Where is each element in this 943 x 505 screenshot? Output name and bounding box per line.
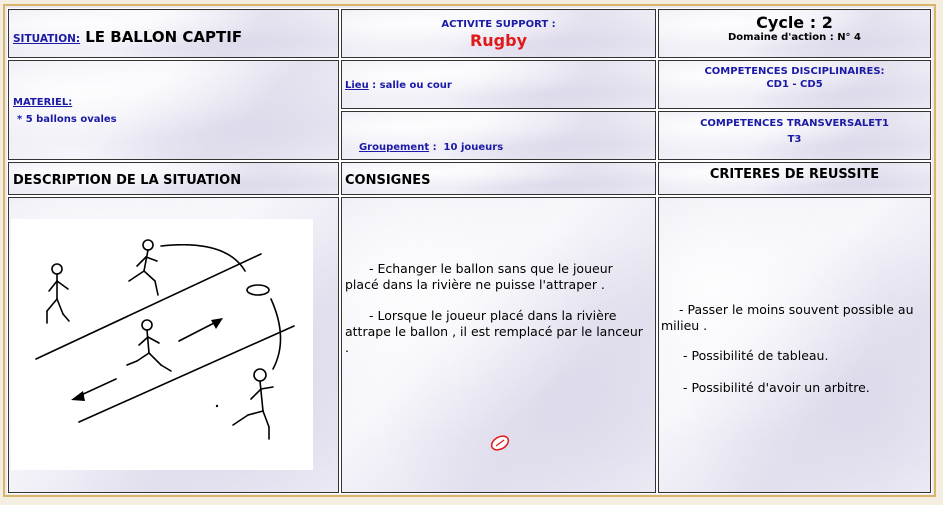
- competences-disciplinaires-label: COMPETENCES DISCIPLINAIRES:: [704, 66, 885, 77]
- criteres-header: CRITERES DE REUSSITE: [709, 167, 880, 182]
- consigne-2: - Lorsque le joueur placé dans la rivière attrape le ballon , il est remplacé par le lanceur .: [345, 308, 643, 355]
- arrow-right: [179, 322, 216, 341]
- river-line-bottom: [79, 326, 294, 422]
- situation-title: LE BALLON CAPTIF: [85, 28, 243, 46]
- critere-3: - Possibilité d'avoir un arbitre.: [683, 380, 870, 395]
- critere-2: - Possibilité de tableau.: [683, 348, 829, 363]
- description-cell: [8, 197, 339, 493]
- lieu-value: : salle ou cour: [368, 80, 452, 91]
- ball-icon: [247, 285, 269, 295]
- lieu-cell: [341, 60, 656, 109]
- consigne-1: - Echanger le ballon sans que le joueur placé dans la rivière ne puisse l'attraper .: [345, 261, 613, 292]
- competences-disciplinaires-value: CD1 - CD5: [766, 79, 823, 90]
- cycle-title: Cycle : 2: [756, 13, 833, 32]
- critere-1: - Passer le moins souvent possible au milieu .: [661, 302, 914, 333]
- materiel-cell: [8, 60, 339, 160]
- competences-transversales-cell: [658, 111, 931, 160]
- competences-transversales-label: COMPETENCES TRANSVERSALET1: [700, 118, 889, 129]
- criteres-cell: [658, 197, 931, 493]
- rugby-ball-icon: [489, 434, 511, 452]
- groupement-value: : 10 joueurs: [429, 142, 504, 153]
- materiel-item: * 5 ballons ovales: [17, 114, 117, 125]
- situation-label: SITUATION:: [13, 33, 81, 45]
- player-river: [127, 320, 171, 371]
- rugby-drawing: [11, 219, 313, 470]
- player-receiver: [233, 369, 273, 439]
- arrow-left-head: [71, 391, 85, 401]
- competences-disciplinaires-cell: [658, 60, 931, 109]
- criteres-header-cell: [658, 162, 931, 195]
- ball-dot: [216, 405, 218, 407]
- consignes-cell: [341, 197, 656, 493]
- groupement-cell: [341, 111, 656, 160]
- situation-cell: [8, 9, 339, 58]
- activite-cell: [341, 9, 656, 58]
- consignes-header-cell: [341, 162, 656, 195]
- description-header: DESCRIPTION DE LA SITUATION: [13, 173, 242, 188]
- groupement-label: Groupement: [358, 142, 430, 153]
- consignes-header: CONSIGNES: [345, 173, 431, 188]
- activite-label: ACTIVITE SUPPORT :: [441, 19, 556, 30]
- description-header-cell: [8, 162, 339, 195]
- player-thrower: [129, 240, 158, 295]
- domaine-action: Domaine d'action : N° 4: [727, 32, 861, 43]
- materiel-label: MATERIEL:: [13, 97, 73, 108]
- lieu-label: Lieu: [345, 80, 369, 91]
- player-left: [47, 264, 69, 323]
- cycle-cell: [658, 9, 931, 58]
- arrow-left: [79, 379, 116, 396]
- competences-transversales-value: T3: [787, 134, 802, 145]
- activite-sport: Rugby: [469, 31, 528, 50]
